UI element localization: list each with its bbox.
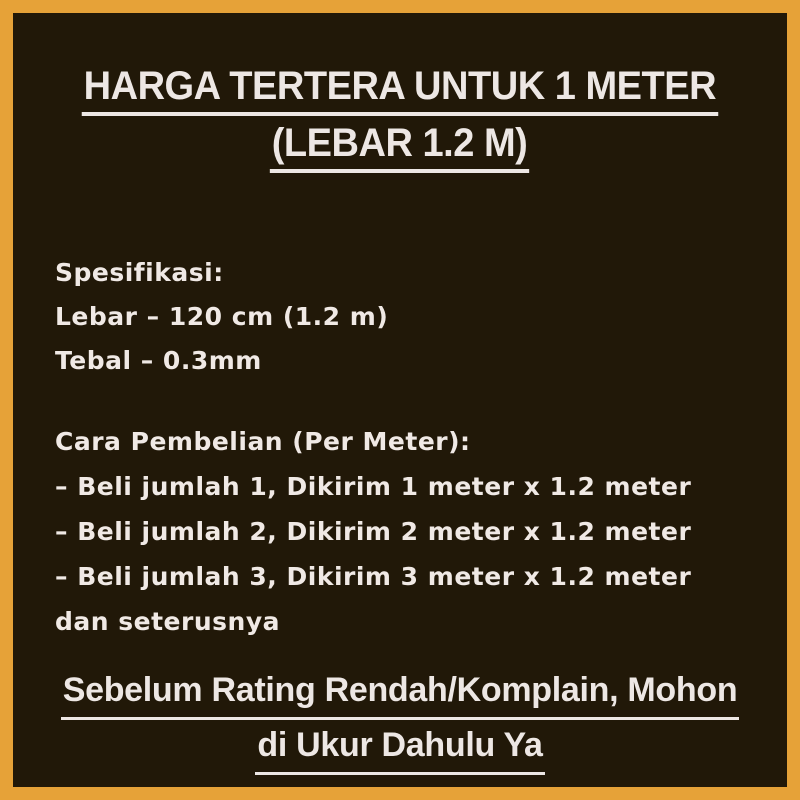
title-line-2: (LEBAR 1.2 M) xyxy=(270,120,529,173)
purchase-item-2: – Beli jumlah 2, Dikirim 2 meter x 1.2 meter xyxy=(55,517,692,546)
purchase-heading: Cara Pembelian (Per Meter): xyxy=(55,427,471,456)
footer-line-2-wrap xyxy=(13,722,787,777)
purchase-instructions-section xyxy=(55,419,757,644)
purchase-item-1: – Beli jumlah 1, Dikirim 1 meter x 1.2 meter xyxy=(55,472,692,501)
title-line-1: HARGA TERTERA UNTUK 1 METER xyxy=(82,63,718,116)
footer-line-2: di Ukur Dahulu Ya xyxy=(255,722,544,775)
purchase-item-3: – Beli jumlah 3, Dikirim 3 meter x 1.2 meter xyxy=(55,562,692,591)
footer-line-1: Sebelum Rating Rendah/Komplain, Mohon xyxy=(61,667,740,720)
purchase-footnote: dan seterusnya xyxy=(55,607,280,636)
footer-notice xyxy=(13,667,787,777)
title-line-1-wrap xyxy=(13,63,787,120)
spec-item-width: Lebar – 120 cm (1.2 m) xyxy=(55,302,389,331)
specifications-section xyxy=(55,251,757,383)
spec-item-thickness: Tebal – 0.3mm xyxy=(55,346,262,375)
footer-line-1-wrap xyxy=(13,667,787,722)
title-line-2-wrap xyxy=(13,120,787,177)
poster-title xyxy=(13,63,787,177)
specs-heading: Spesifikasi: xyxy=(55,258,224,287)
